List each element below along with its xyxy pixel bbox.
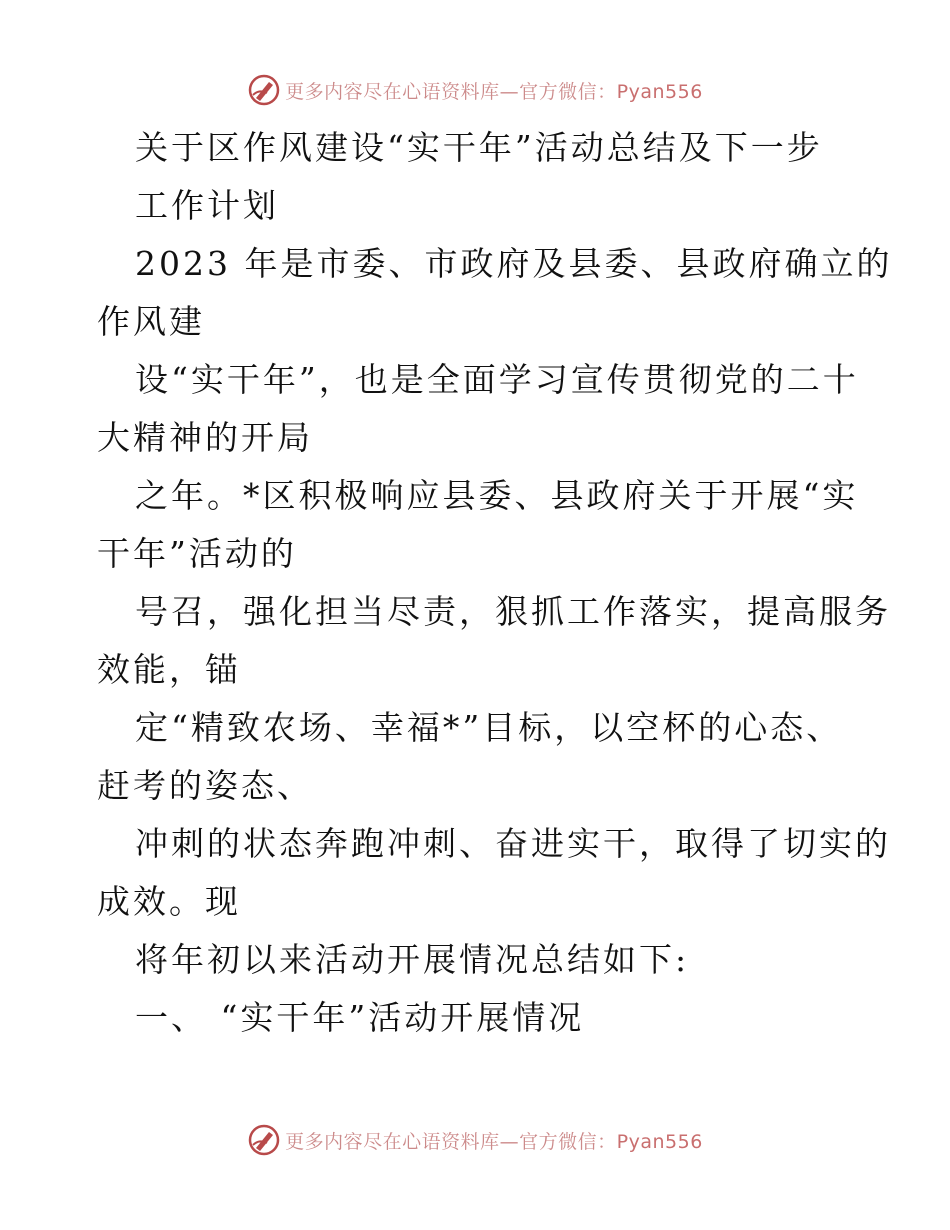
- pen-logo-icon: [247, 73, 281, 107]
- pen-logo-icon: [247, 1123, 281, 1157]
- paragraph-line: 冲刺的状态奔跑冲刺、奋进实干，取得了切实的: [135, 824, 891, 863]
- paragraph-line: 定“精致农场、幸福*”目标，以空杯的心态、: [135, 708, 843, 747]
- title-line-1: 关于区作风建设“实干年”活动总结及下一步: [135, 128, 823, 167]
- watermark-id: Pyan556: [616, 80, 703, 103]
- title-line-2: 工作计划: [135, 186, 279, 225]
- header-watermark: [0, 70, 950, 110]
- paragraph-line: 将年初以来活动开展情况总结如下:: [135, 940, 690, 979]
- paragraph-line: 号召，强化担当尽责，狠抓工作落实，提高服务: [135, 592, 891, 631]
- footer-watermark: [0, 1120, 950, 1160]
- paragraph-line: 2023 年是市委、市政府及县委、县政府确立的: [135, 244, 893, 283]
- watermark-id: Pyan556: [616, 1130, 703, 1153]
- paragraph-line: 作风建: [97, 302, 205, 341]
- watermark-text: 更多内容尽在心语资料库—官方微信：Pyan556: [285, 1130, 703, 1153]
- watermark-text: 更多内容尽在心语资料库—官方微信：Pyan556: [285, 80, 703, 103]
- paragraph-line: 赶考的姿态、: [97, 766, 313, 805]
- paragraph-line: 之年。*区积极响应县委、县政府关于开展“实: [135, 476, 859, 515]
- section-heading: 一、 “实干年”活动开展情况: [135, 998, 585, 1037]
- paragraph-line: 干年”活动的: [97, 534, 297, 573]
- paragraph-line: 大精神的开局: [97, 418, 313, 457]
- paragraph-line: 成效。现: [97, 882, 241, 921]
- paragraph-line: 设“实干年”，也是全面学习宣传贯彻党的二十: [135, 360, 859, 399]
- paragraph-line: 效能，锚: [97, 650, 241, 689]
